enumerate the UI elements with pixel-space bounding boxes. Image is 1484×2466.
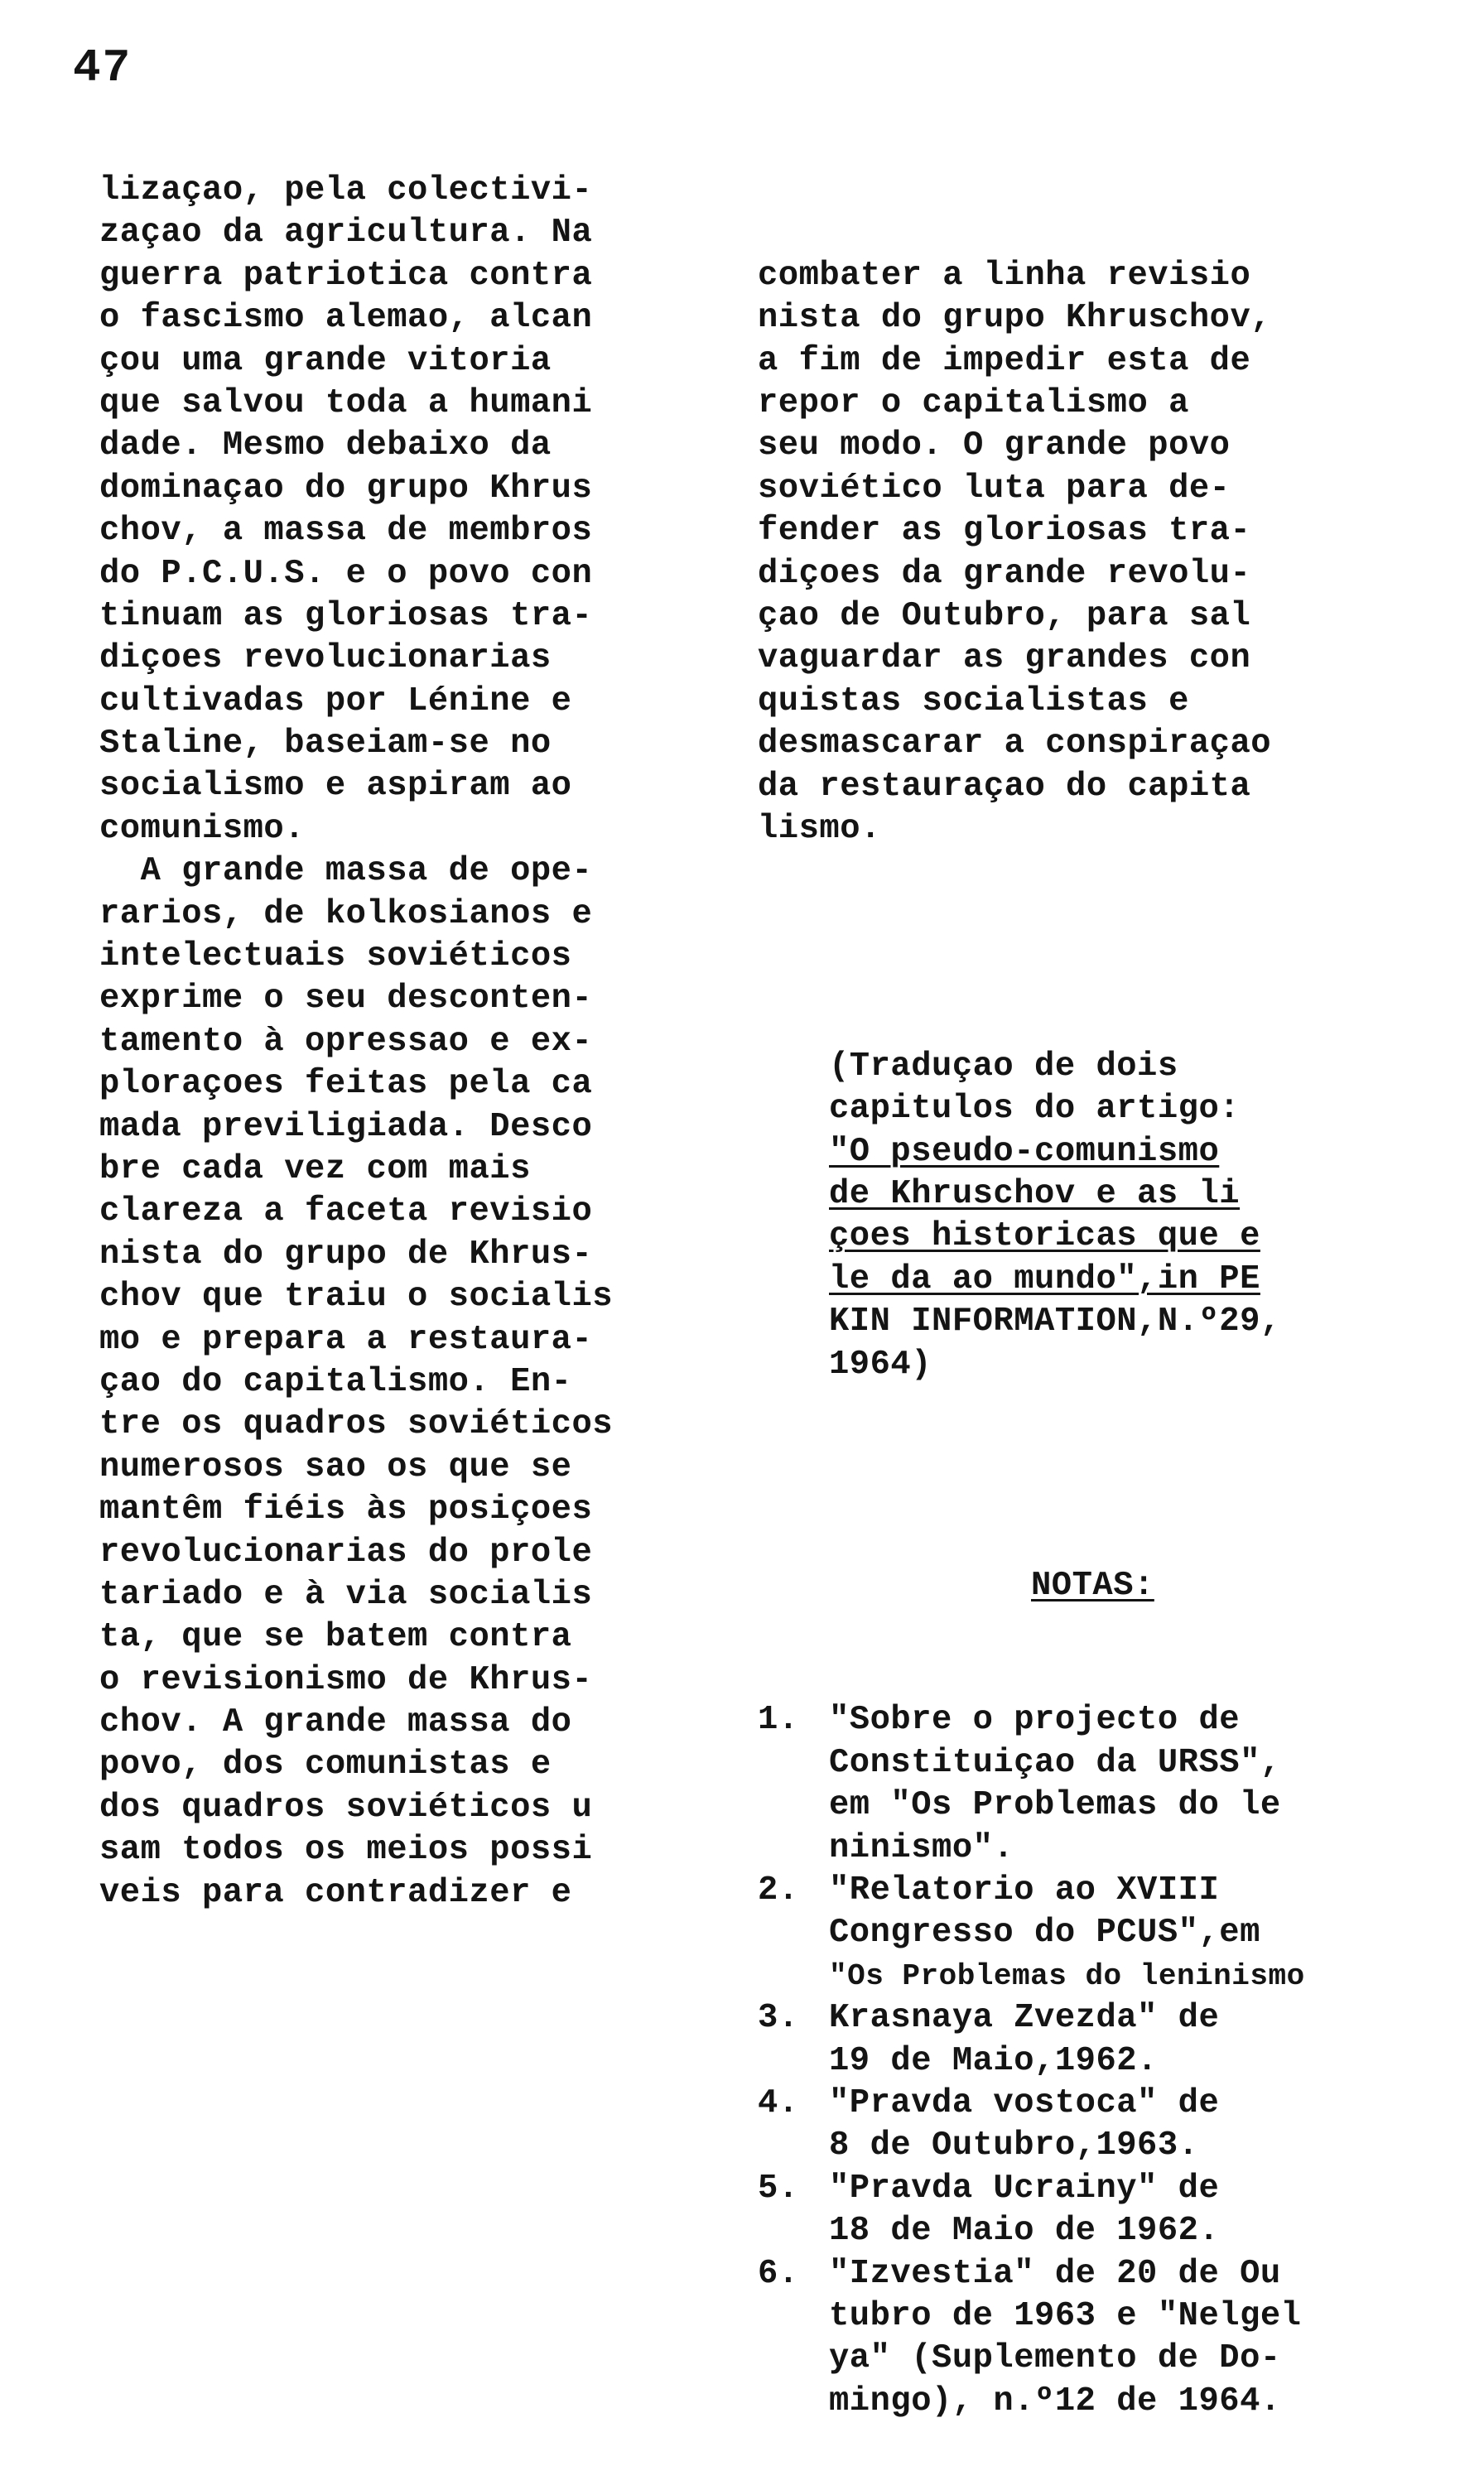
text-line: clareza a faceta revisio <box>99 1192 593 1231</box>
note-text: "Os Problemas do leninismo <box>829 1958 1305 1993</box>
text-line: Staline, baseiam-se no <box>99 725 552 763</box>
note-line <box>758 1828 1462 1870</box>
text-line: desmascarar a conspiraçao <box>758 725 1272 763</box>
note-number: 3. <box>758 1999 799 2038</box>
text-line: nista do grupo Khruschov, <box>758 299 1272 338</box>
text-line: do P.C.U.S. e o povo con <box>99 554 593 593</box>
note-line <box>758 1912 1462 1954</box>
text-line: tinuam as gloriosas tra- <box>99 596 593 635</box>
text-line: exprime o seu desconten- <box>99 980 593 1019</box>
note-line <box>758 1784 1462 1827</box>
text-line: vaguardar as grandes con <box>758 639 1251 678</box>
citation-line: KIN INFORMATION,N.º29, <box>829 1303 1281 1341</box>
page-number: 47 <box>73 41 132 94</box>
text-line: ta, que se batem contra <box>99 1618 572 1657</box>
text-line: dominaçao do grupo Khrus <box>99 469 593 508</box>
note-text: Constituiçao da URSS", <box>829 1743 1281 1782</box>
citation-block <box>758 1046 1462 1386</box>
citation-line: capitulos do artigo: <box>829 1090 1241 1129</box>
note-item <box>758 1997 1462 2083</box>
citation-line: de Khruschov e as li <box>829 1175 1241 1214</box>
text-line: chov. A grande massa do <box>99 1703 572 1742</box>
citation-line: "O pseudo-comunismo <box>829 1132 1220 1171</box>
text-line: a fim de impedir esta de <box>758 341 1251 380</box>
note-line <box>758 1870 1462 1912</box>
note-text: "Relatorio ao XVIII <box>829 1871 1220 1910</box>
text-line: revolucionarias do prole <box>99 1533 593 1572</box>
notes-list <box>758 1699 1462 2423</box>
spacer <box>758 936 1462 961</box>
text-line: tre os quadros soviéticos <box>99 1405 614 1444</box>
text-line: dade. Mesmo debaixo da <box>99 426 552 465</box>
text-line: que salvou toda a humani <box>99 383 593 422</box>
note-text: "Pravda vostoca" de <box>829 2083 1220 2122</box>
note-text: "Izvestia" de 20 de Ou <box>829 2254 1281 2293</box>
text-line: cultivadas por Lénine e <box>99 682 572 720</box>
text-line: comunismo. <box>99 809 306 848</box>
text-line: o fascismo alemao, alcan <box>99 299 593 338</box>
text-line: rarios, de kolkosianos e <box>99 894 593 933</box>
text-line: çao do capitalismo. En- <box>99 1362 572 1401</box>
note-text: tubro de 1963 e "Nelgel <box>829 2296 1302 2335</box>
note-line <box>758 2210 1462 2252</box>
text-line: bre cada vez com mais <box>99 1149 531 1188</box>
note-line <box>758 2168 1462 2210</box>
text-line: A grande massa de ope- <box>99 852 593 891</box>
note-item <box>758 2168 1462 2253</box>
note-line <box>758 2338 1462 2380</box>
text-line: tamento à opressao e ex- <box>99 1022 593 1061</box>
text-line: socialismo e aspiram ao <box>99 767 572 806</box>
note-line <box>758 1997 1462 2040</box>
text-line: soviético luta para de- <box>758 469 1231 508</box>
note-line <box>758 2040 1462 2083</box>
note-line <box>758 1955 1462 1997</box>
note-line <box>758 1742 1462 1784</box>
text-line: sam todos os meios possi <box>99 1831 593 1870</box>
text-line: çou uma grande vitoria <box>99 341 552 380</box>
note-number: 6. <box>758 2254 799 2293</box>
note-text: em "Os Problemas do le <box>829 1786 1281 1825</box>
note-text: "Pravda Ucrainy" de <box>829 2169 1220 2208</box>
note-text: ya" (Suplemento de Do- <box>829 2339 1281 2378</box>
text-line: veis para contradizer e <box>99 1873 572 1912</box>
text-line: seu modo. O grande povo <box>758 426 1231 465</box>
note-line <box>758 2381 1462 2423</box>
note-line <box>758 2295 1462 2338</box>
notes-heading: NOTAS: <box>1031 1566 1154 1605</box>
text-line: intelectuais soviéticos <box>99 937 572 976</box>
note-item <box>758 1699 1462 1870</box>
text-line: çao de Outubro, para sal <box>758 596 1251 635</box>
text-line: diçoes da grande revolu- <box>758 554 1251 593</box>
note-text: 8 de Outubro,1963. <box>829 2126 1199 2165</box>
text-line: mada previligiada. Desco <box>99 1107 593 1146</box>
left-column <box>99 170 745 1915</box>
note-line <box>758 2083 1462 2125</box>
note-text: "Sobre o projecto de <box>829 1701 1241 1740</box>
note-item <box>758 2253 1462 2424</box>
text-line: quistas socialistas e <box>758 682 1189 720</box>
note-line <box>758 2253 1462 2295</box>
note-text: ninismo". <box>829 1828 1014 1867</box>
text-line: numerosos sao os que se <box>99 1447 572 1486</box>
note-text: Krasnaya Zvezda" de <box>829 1999 1220 2038</box>
right-column <box>758 170 1462 2466</box>
text-line: fender as gloriosas tra- <box>758 512 1251 551</box>
text-line: tariado e à via socialis <box>99 1575 593 1614</box>
note-line <box>758 1699 1462 1741</box>
note-number: 5. <box>758 2169 799 2208</box>
text-line: chov, a massa de membros <box>99 512 593 551</box>
note-line <box>758 2125 1462 2167</box>
text-line: mantêm fiéis às posiçoes <box>99 1491 593 1529</box>
spacer <box>758 1471 1462 1480</box>
citation-line: le da ao mundo",in PE <box>829 1259 1260 1298</box>
text-line: lizaçao, pela colectivi- <box>99 171 593 210</box>
text-line: ploraçoes feitas pela ca <box>99 1065 593 1104</box>
text-line: combater a linha revisio <box>758 256 1251 295</box>
note-number: 2. <box>758 1871 799 1910</box>
text-line: da restauraçao do capita <box>758 767 1251 806</box>
note-number: 4. <box>758 2083 799 2122</box>
text-line: dos quadros soviéticos u <box>99 1788 593 1827</box>
text-line: chov que traiu o socialis <box>99 1278 614 1317</box>
text-line: guerra patriotica contra <box>99 256 593 295</box>
text-line: repor o capitalismo a <box>758 383 1189 422</box>
note-text: mingo), n.º12 de 1964. <box>829 2382 1281 2420</box>
text-line: lismo. <box>758 809 881 848</box>
text-line: nista do grupo de Khrus- <box>99 1235 593 1274</box>
note-item <box>758 2083 1462 2168</box>
right-column-body <box>758 255 1462 850</box>
note-number: 1. <box>758 1701 799 1740</box>
text-line: diçoes revolucionarias <box>99 639 552 678</box>
note-item <box>758 1870 1462 1997</box>
text-line: mo e prepara a restaura- <box>99 1320 593 1359</box>
note-text: 19 de Maio,1962. <box>829 2041 1158 2080</box>
note-text: 18 de Maio de 1962. <box>829 2212 1220 2251</box>
citation-line: çoes historicas que e <box>829 1217 1260 1256</box>
citation-line: 1964) <box>829 1345 932 1384</box>
text-line: o revisionismo de Khrus- <box>99 1660 593 1699</box>
text-line: povo, dos comunistas e <box>99 1746 552 1784</box>
note-text: Congresso do PCUS",em <box>829 1914 1260 1953</box>
citation-line: (Traduçao de dois <box>829 1047 1178 1086</box>
text-line: zaçao da agricultura. Na <box>99 214 593 253</box>
